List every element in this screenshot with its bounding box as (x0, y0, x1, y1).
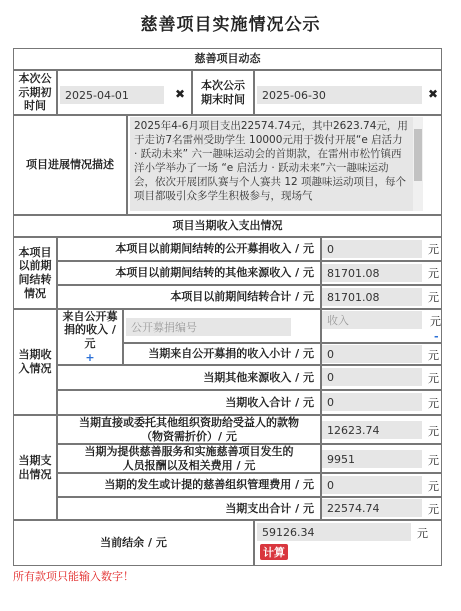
period-start-value: 2025-04-01 (65, 88, 129, 102)
unit-label: 元 (417, 527, 428, 540)
section-header-dynamic: 慈善项目动态 (13, 48, 442, 70)
expense-total-input[interactable] (322, 499, 422, 517)
public-income-label: 来自公开募捐的收入 / 元 (62, 309, 118, 350)
page-title: 慈善项目实施情况公示 (140, 15, 321, 35)
carryover-total-label: 本项目以前期间结转合计 / 元 (57, 285, 321, 309)
carryover-public-value: 0 (327, 242, 334, 256)
other-income-input[interactable] (322, 368, 422, 386)
carryover-other-label: 本项目以前期间结转的其他来源收入 / 元 (57, 261, 321, 285)
staff-cost-label: 当期为提供慈善服务和实施慈善项目发生的人员报酬以及相关费用 / 元 (57, 444, 321, 473)
period-end-label: 本次公示期末时间 (192, 70, 254, 115)
current-expense-group-label: 当期支出情况 (13, 415, 57, 520)
progress-textarea[interactable]: 2025年4-6月项目支出22574.74元，其中2623.74元，用于走访7名雷州受助学生 10000元用于拨付开展“e 启活力 · 跃动未来” 六一趣味运动会的首期款，在雷州市松竹镇西洋小学举办了一场 “e 启活力 · 跃动未来”六一趣味运动会，依次开展团队赛与个人赛共 12 项趣味运动项目，每个项目都吸引众多学生积极参与，现场气 (130, 117, 413, 211)
expense-total-value: 22574.74 (327, 501, 380, 515)
period-start-label: 本次公示期初时间 (13, 70, 57, 115)
direct-aid-value: 12623.74 (327, 423, 380, 437)
direct-aid-label: 当期直接或委托其他组织资助给受益人的款物（物资需折价）/ 元 (57, 415, 321, 444)
carryover-other-value: 81701.08 (327, 266, 380, 280)
public-code-placeholder: 公开募捐编号 (131, 321, 197, 334)
public-income-placeholder: 收入 (327, 314, 349, 327)
balance-input[interactable] (257, 523, 411, 541)
unit-label: 元 (430, 315, 441, 328)
carryover-other-input[interactable] (322, 264, 422, 282)
staff-cost-value: 9951 (327, 452, 355, 466)
unit-label: 元 (428, 372, 439, 385)
public-income-input[interactable] (322, 311, 422, 329)
staff-cost-input[interactable] (322, 450, 422, 468)
carryover-total-input[interactable] (322, 288, 422, 306)
unit-label: 元 (428, 454, 439, 467)
unit-label: 元 (428, 397, 439, 410)
add-plus-icon[interactable]: + (85, 350, 95, 364)
other-income-value: 0 (327, 370, 334, 384)
clear-start-icon[interactable]: ✖ (175, 87, 186, 101)
unit-label: 元 (428, 349, 439, 362)
direct-aid-input[interactable] (322, 421, 422, 439)
period-end-input[interactable] (257, 86, 422, 104)
numeric-only-note: 所有款项只能输入数字！ (13, 570, 134, 583)
admin-cost-input[interactable] (322, 476, 422, 494)
other-income-label: 当期其他来源收入 / 元 (57, 365, 321, 390)
public-code-input[interactable] (126, 318, 291, 336)
expense-total-label: 当期支出合计 / 元 (57, 497, 321, 520)
carryover-public-input[interactable] (322, 240, 422, 258)
clear-end-icon[interactable]: ✖ (428, 87, 439, 101)
unit-label: 元 (428, 267, 439, 280)
balance-label: 当前结余 / 元 (13, 520, 254, 566)
period-start-input[interactable] (60, 86, 164, 104)
progress-label: 项目进展情况描述 (13, 115, 127, 215)
current-income-group-label: 当期收入情况 (13, 309, 57, 415)
remove-minus-icon[interactable]: - (434, 330, 439, 343)
balance-value: 59126.34 (262, 525, 315, 539)
income-total-value: 0 (327, 395, 334, 409)
carryover-group-label: 本项目以前期间结转情况 (13, 237, 57, 309)
admin-cost-value: 0 (327, 478, 334, 492)
unit-label: 元 (428, 291, 439, 304)
unit-label: 元 (428, 480, 439, 493)
unit-label: 元 (428, 425, 439, 438)
progress-scroll-thumb[interactable] (414, 129, 422, 181)
public-subtotal-input[interactable] (322, 345, 422, 363)
section-header-income: 项目当期收入支出情况 (13, 215, 442, 237)
unit-label: 元 (428, 503, 439, 516)
public-subtotal-value: 0 (327, 347, 334, 361)
income-total-input[interactable] (322, 393, 422, 411)
public-income-label-cell (57, 309, 123, 365)
carryover-total-value: 81701.08 (327, 290, 380, 304)
period-end-value: 2025-06-30 (262, 88, 326, 102)
income-total-label: 当期收入合计 / 元 (57, 390, 321, 415)
admin-cost-label: 当期的发生或计提的慈善组织管理费用 / 元 (57, 473, 321, 497)
public-subtotal-label: 当期来自公开募捐的收入小计 / 元 (123, 343, 321, 365)
unit-label: 元 (428, 243, 439, 256)
carryover-public-label: 本项目以前期间结转的公开募捐收入 / 元 (57, 237, 321, 261)
calculate-button[interactable]: 计算 (260, 544, 288, 560)
